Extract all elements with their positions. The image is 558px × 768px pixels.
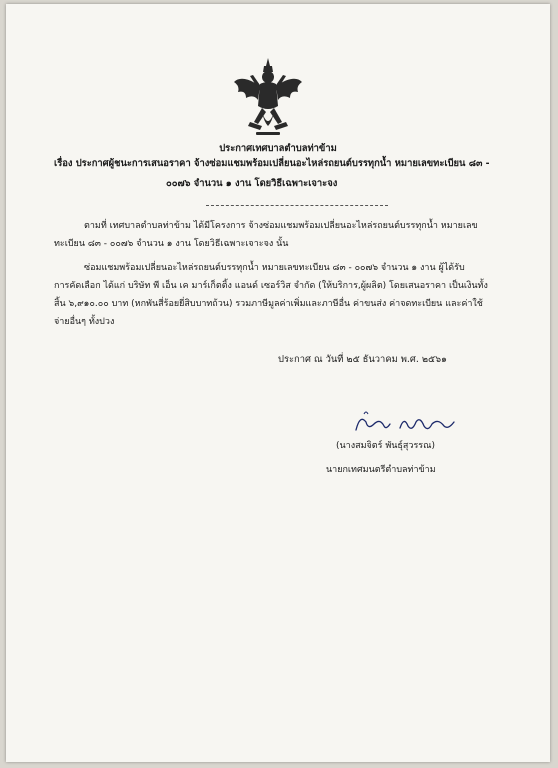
- paragraph-2-line-1: ซ่อมแชมพร้อมเปลี่ยนอะไหล่รถยนต์บรรทุกน้ำ หมายเลขทะเบียน ๘๓ - ๐๐๗๖ จำนวน ๑ งาน ผู้ได้รับ: [84, 263, 465, 273]
- handwritten-signature: [350, 408, 470, 440]
- garuda-emblem-icon: [232, 56, 304, 140]
- paragraph-2-line-2: การคัดเลือก ได้แก่ บริษัท พี เอ็น เค มาร์เก็ตติ้ง แอนด์ เซอร์วิส จำกัด (ให้บริการ,ผู้ผลิต) โดยเสนอราคา เป็นเงินทั้ง: [54, 281, 488, 291]
- separator-line: [206, 205, 388, 206]
- document-issuer: ประกาศเทศบาลตำบลท่าข้าม: [219, 143, 337, 154]
- announcement-date: ประกาศ ณ วันที่ ๒๕ ธันวาคม พ.ศ. ๒๕๖๑: [278, 354, 447, 365]
- paragraph-1-line-2: ทะเบียน ๘๓ - ๐๐๗๖ จำนวน ๑ งาน โดยวิธีเฉพาะเจาะจง นั้น: [54, 239, 289, 249]
- paragraph-1-line-1: ตามที่ เทศบาลตำบลท่าข้าม ได้มีโครงการ จ้างซ่อมแชมพร้อมเปลี่ยนอะไหล่รถยนต์บรรทุกน้ำ หมายเลข: [84, 221, 478, 231]
- document-page: [6, 4, 550, 762]
- paragraph-2-line-3: สิ้น ๖,๙๑๐.๐๐ บาท (หกพันสี่ร้อยยี่สิบบาทถ้วน) รวมภาษีมูลค่าเพิ่มและภาษีอื่น ค่าขนส่ง ค่าจดทะเบียน และค่าใช้: [54, 299, 483, 309]
- subject-line-1: เรื่อง ประกาศผู้ชนะการเสนอราคา จ้างซ่อมแชมพร้อมเปลี่ยนอะไหล่รถยนต์บรรทุกน้ำ หมายเลขทะเบียน ๘๓ -: [54, 158, 490, 169]
- signer-position: นายกเทศมนตรีตำบลท่าข้าม: [326, 465, 436, 475]
- signer-name: (นางสมจิตร์ พันธุ์สุวรรณ): [336, 441, 436, 451]
- subject-line-2: ๐๐๗๖ จำนวน ๑ งาน โดยวิธีเฉพาะเจาะจง: [166, 178, 338, 189]
- paragraph-2-line-4: จ่ายอื่นๆ ทั้งปวง: [54, 317, 115, 327]
